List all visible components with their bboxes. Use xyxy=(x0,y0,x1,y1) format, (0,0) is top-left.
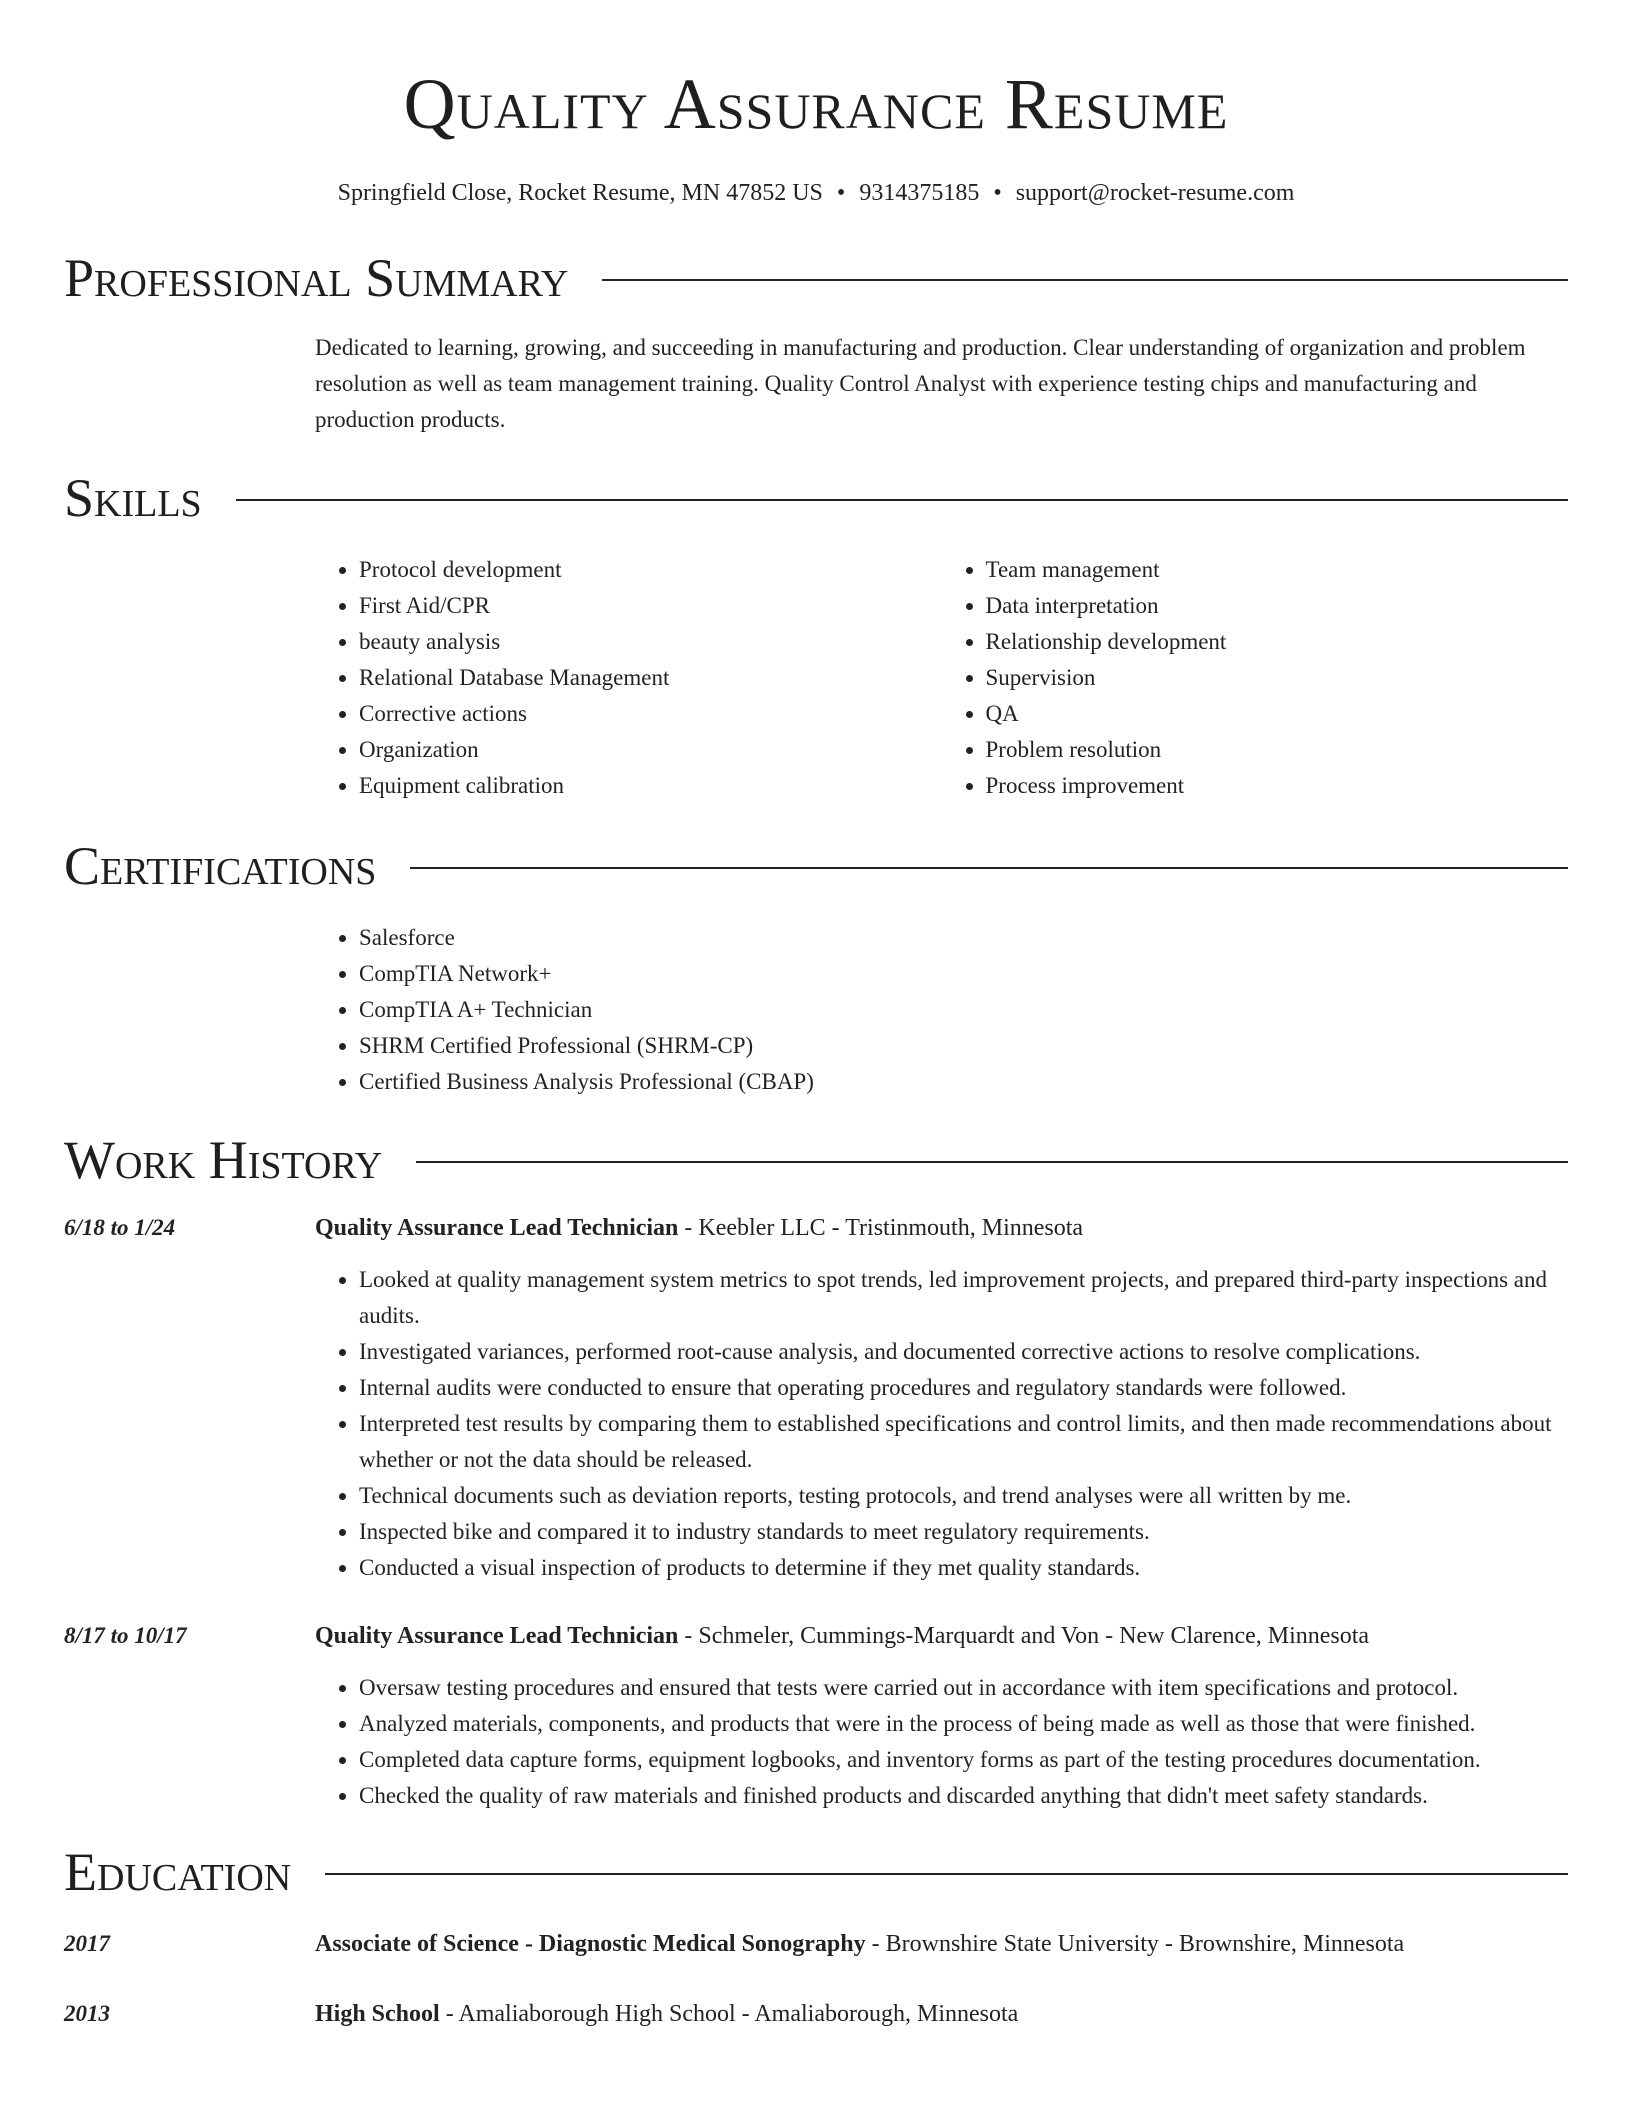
certification-item: • CompTIA Network+ xyxy=(359,956,1568,992)
section-divider xyxy=(410,867,1568,869)
summary-heading: Professional Summary xyxy=(64,248,569,308)
summary-section-header xyxy=(64,246,1568,310)
job-bullet: • Internal audits were conducted to ensure that operating procedures and regulatory standards were followed. xyxy=(359,1370,1568,1406)
skill-item: • Relational Database Management xyxy=(359,660,942,696)
skill-item: • Protocol development xyxy=(359,552,942,588)
certifications-heading: Certifications xyxy=(64,836,377,896)
skill-item: • Equipment calibration xyxy=(359,768,942,804)
skill-item: • Relationship development xyxy=(986,624,1569,660)
job-bullet: • Oversaw testing procedures and ensured that tests were carried out in accordance with item specifications and protocol. xyxy=(359,1670,1568,1706)
email: support@rocket-resume.com xyxy=(1015,180,1295,206)
separator-dot: • xyxy=(993,180,1002,206)
separator-dot: • xyxy=(836,180,846,206)
summary-text: Dedicated to learning, growing, and succeeding in manufacturing and production. Clear understanding of organization and problem resolution as well as team management training. Quality Control Analyst with experience testing chips and manufacturing and production products. xyxy=(315,335,1526,432)
education-degree: Associate of Science - Diagnostic Medical Sonography xyxy=(315,1931,866,1957)
address: Springfield Close, Rocket Resume, MN 47852 US xyxy=(337,180,823,206)
job-employer-location: - Schmeler, Cummings-Marquardt and Von - New Clarence, Minnesota xyxy=(678,1623,1370,1649)
job-bullets xyxy=(315,1670,1568,1814)
skill-item: • Corrective actions xyxy=(359,696,942,732)
section-divider xyxy=(236,499,1568,501)
work-history-heading: Work History xyxy=(64,1130,383,1190)
skills-list xyxy=(315,552,1568,804)
job-bullet: • Investigated variances, performed root-cause analysis, and documented corrective actions to resolve complications. xyxy=(359,1334,1568,1370)
education-year: 2017 xyxy=(64,1931,110,1956)
section-divider xyxy=(325,1873,1568,1875)
certification-item: • Salesforce xyxy=(359,920,1568,956)
job-title-line xyxy=(315,1210,1083,1246)
work-history-section-header xyxy=(64,1128,1568,1192)
skill-item: • Data interpretation xyxy=(986,588,1569,624)
education-line xyxy=(315,1926,1404,1962)
certifications-list xyxy=(315,920,1568,1100)
education-line xyxy=(315,1996,1018,2032)
certification-item: • Certified Business Analysis Professional (CBAP) xyxy=(359,1064,1568,1100)
job-bullet: • Technical documents such as deviation reports, testing protocols, and trend analyses were all written by me. xyxy=(359,1478,1568,1514)
skill-item: • beauty analysis xyxy=(359,624,942,660)
job-bullet: • Completed data capture forms, equipment logbooks, and inventory forms as part of the testing procedures documentation. xyxy=(359,1742,1568,1778)
certifications-section-header xyxy=(64,834,1568,898)
education-heading: Education xyxy=(64,1842,292,1902)
contact-line xyxy=(64,178,1568,208)
skill-item: • Problem resolution xyxy=(986,732,1569,768)
job-bullet: • Checked the quality of raw materials and finished products and discarded anything that didn't meet safety standards. xyxy=(359,1778,1568,1814)
job-bullet: • Analyzed materials, components, and products that were in the process of being made as well as those that were finished. xyxy=(359,1706,1568,1742)
job-bullet: • Interpreted test results by comparing them to established specifications and control limits, and then made recommendations about whether or not the data should be released. xyxy=(359,1406,1568,1478)
phone: 9314375185 xyxy=(859,180,980,206)
job-title-line xyxy=(315,1618,1369,1654)
job-bullet: • Inspected bike and compared it to industry standards to meet regulatory requirements. xyxy=(359,1514,1568,1550)
section-divider xyxy=(416,1161,1568,1163)
certification-item: • CompTIA A+ Technician xyxy=(359,992,1568,1028)
resume-title: Quality Assurance Resume xyxy=(403,64,1229,144)
job-dates: 8/17 to 10/17 xyxy=(64,1623,187,1648)
job-dates: 6/18 to 1/24 xyxy=(64,1215,176,1240)
skills-column-right xyxy=(942,552,1569,804)
section-divider xyxy=(602,279,1568,281)
job-employer-location: - Keebler LLC - Tristinmouth, Minnesota xyxy=(678,1215,1084,1241)
skills-heading: Skills xyxy=(64,468,202,528)
skill-item: • Team management xyxy=(986,552,1569,588)
job-bullet: • Looked at quality management system metrics to spot trends, led improvement projects, and prepared third-party inspections and audits. xyxy=(359,1262,1568,1334)
education-year: 2013 xyxy=(64,2001,110,2026)
job-bullets xyxy=(315,1262,1568,1586)
skill-item: • Organization xyxy=(359,732,942,768)
education-entry xyxy=(64,1996,1568,2032)
skill-item: • QA xyxy=(986,696,1569,732)
education-school-location: - Brownshire State University - Brownshire, Minnesota xyxy=(865,1931,1405,1957)
job-entry xyxy=(64,1210,1568,1246)
education-school-location: - Amaliaborough High School - Amaliaborough, Minnesota xyxy=(439,2001,1019,2027)
education-degree: High School xyxy=(315,2001,440,2027)
job-bullet: • Conducted a visual inspection of products to determine if they met quality standards. xyxy=(359,1550,1568,1586)
job-title: Quality Assurance Lead Technician xyxy=(315,1623,679,1649)
skill-item: • Supervision xyxy=(986,660,1569,696)
job-title: Quality Assurance Lead Technician xyxy=(315,1215,679,1241)
certification-item: • SHRM Certified Professional (SHRM-CP) xyxy=(359,1028,1568,1064)
skills-column-left xyxy=(315,552,942,804)
skill-item: • First Aid/CPR xyxy=(359,588,942,624)
education-entry xyxy=(64,1926,1568,1962)
job-entry xyxy=(64,1618,1568,1654)
education-section-header xyxy=(64,1840,1568,1904)
skill-item: • Process improvement xyxy=(986,768,1569,804)
skills-section-header xyxy=(64,466,1568,530)
